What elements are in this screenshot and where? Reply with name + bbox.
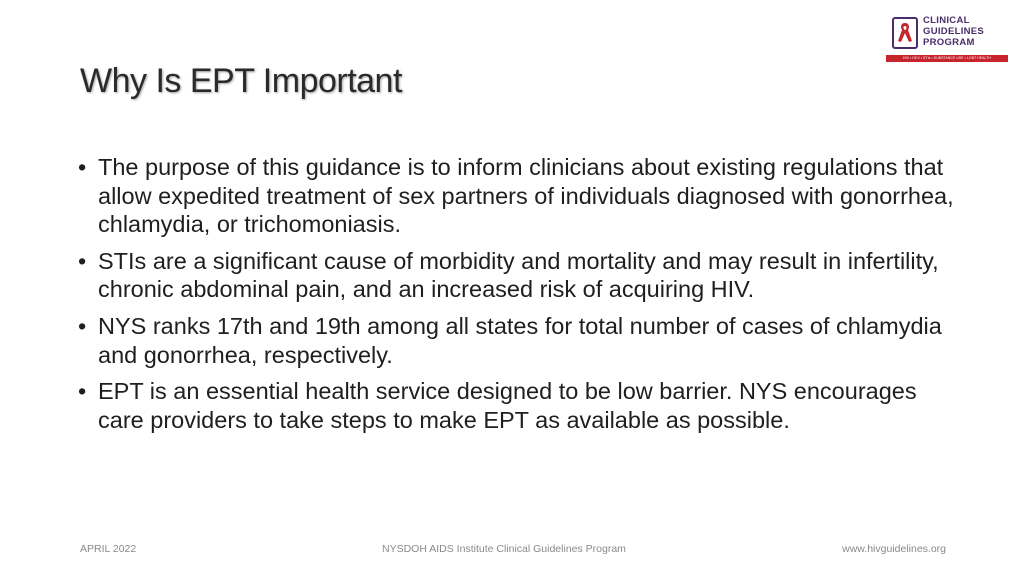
logo-line-3: PROGRAM bbox=[923, 37, 975, 48]
bullet-item bbox=[78, 247, 958, 304]
bullet-text: EPT is an essential health service designed to be low barrier. NYS encourages care providers to take steps to make EPT as available as possible. bbox=[98, 378, 917, 433]
bullet-marker: • bbox=[78, 154, 87, 180]
footer-program: NYSDOH AIDS Institute Clinical Guidelines Program bbox=[382, 543, 626, 555]
bullet-text: NYS ranks 17th and 19th among all states for total number of cases of chlamydia and gonorrhea, respectively. bbox=[98, 312, 942, 368]
logo-band: HIV • HCV • STIs • SUBSTANCE USE • LGBT HEALTH bbox=[886, 55, 1008, 62]
clinical-guidelines-logo bbox=[886, 12, 1008, 64]
bullet-item bbox=[78, 153, 958, 239]
bullet-text: STIs are a significant cause of morbidity and mortality and may result in infertility, chronic abdominal pain, and an increased risk of acquiring HIV. bbox=[98, 247, 939, 303]
bullet-marker: • bbox=[78, 378, 87, 405]
bullet-item bbox=[78, 377, 958, 434]
logo-line-2: GUIDELINES bbox=[923, 26, 985, 37]
logo-emblem bbox=[892, 17, 918, 49]
bullet-item bbox=[78, 312, 958, 369]
bullet-list bbox=[78, 153, 958, 442]
logo-line-1: CLINICAL bbox=[923, 15, 970, 26]
bullet-marker: • bbox=[78, 312, 87, 339]
slide-title: Why Is EPT Important bbox=[80, 62, 402, 100]
footer-date: APRIL 2022 bbox=[80, 543, 137, 555]
red-ribbon-icon bbox=[896, 21, 914, 45]
bullet-text: The purpose of this guidance is to inform clinicians about existing regulations that allow expedited treatment of sex partners of individuals diagnosed with gonorrhea, chlamydia, or trichomoniasis. bbox=[98, 154, 954, 238]
logo-text bbox=[923, 15, 984, 48]
bullet-marker: • bbox=[78, 247, 87, 274]
footer-website: www.hivguidelines.org bbox=[842, 543, 946, 555]
